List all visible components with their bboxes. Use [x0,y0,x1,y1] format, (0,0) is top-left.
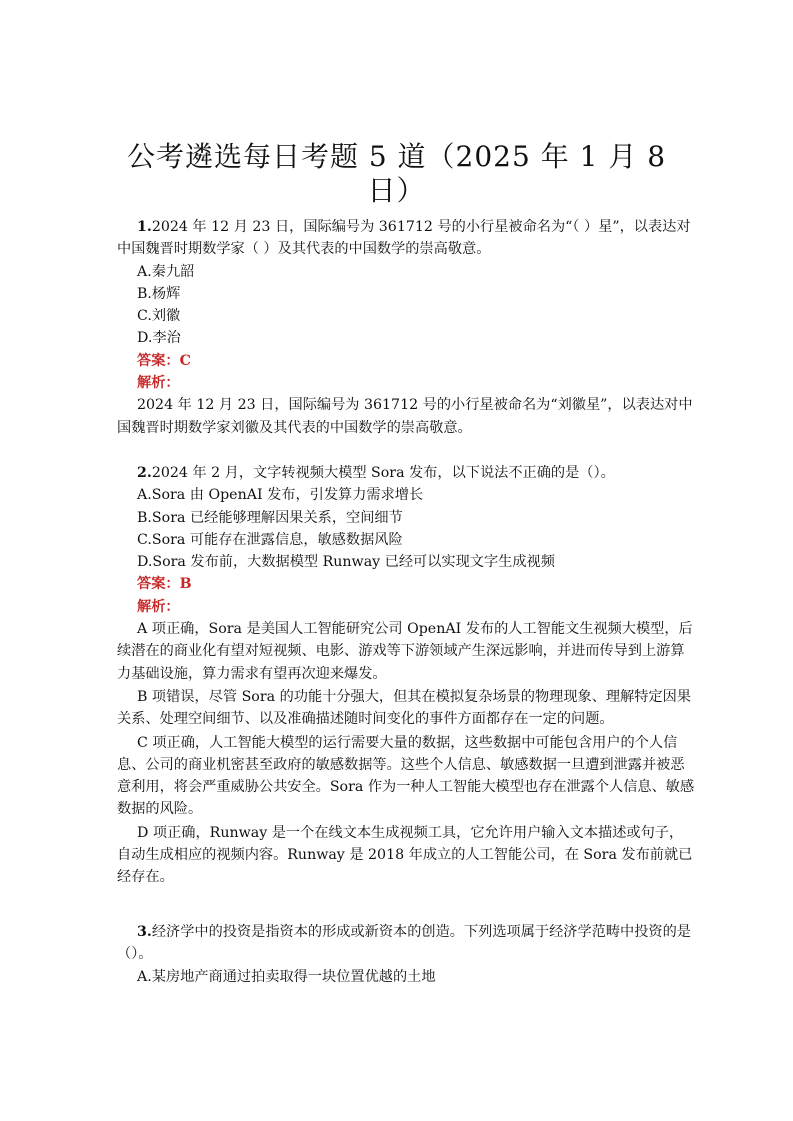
question-number: 2. [137,465,152,481]
analysis-paragraph: 2024 年 12 月 23 日，国际编号为 361712 号的小行星被命名为“刘徽星”，以表达对中国魏晋时期数学家刘徽及其代表的中国数学的崇高敬意。 [117,397,693,436]
question-3 [117,921,697,988]
analysis-paragraph: B 项错误，尽管 Sora 的功能十分强大，但其在模拟复杂场景的物理现象、理解特定因果关系、处理空间细节、以及准确描述随时间变化的事件方面都存在一定的问题。 [117,688,692,728]
question-number: 3. [137,924,152,940]
analysis-paragraph: A 项正确，Sora 是美国人工智能研究公司 OpenAI 发布的人工智能文生视频大模型，后续潜在的商业化有望对短视频、电影、游戏等下游领域产生深远影响，并进而传导到上游算力基础设施，算力需求有望再次迎来爆发。 [117,621,693,682]
option-b: B.Sora 已经能够理解因果关系，空间细节 [137,509,403,526]
question-1 [117,216,697,439]
question-stem [117,216,697,261]
option-d: D.Sora 发布前，大数据模型 Runway 已经可以实现文字生成视频 [137,554,555,571]
question-stem [117,921,697,966]
option-c: C.Sora 可能存在泄露信息，敏感数据风险 [137,531,403,548]
option-a: A.Sora 由 OpenAI 发布，引发算力需求增长 [137,487,424,504]
answer-label: 答案：C [137,352,191,369]
analysis-label: 解析： [137,375,180,392]
question-text: 2024 年 12 月 23 日，国际编号为 361712 号的小行星被命名为“（ ）星”，以表达对中国魏晋时期数学家（ ）及其代表的中国数学的崇高敬意。 [117,219,691,258]
analysis-paragraph: C 项正确，人工智能大模型的运行需要大量的数据，这些数据中可能包含用户的个人信息、公司的商业机密甚至政府的敏感数据等。这些个人信息、敏感数据一旦遭到泄露并被恶意利用，将会严重威胁公共安全。Sora 作为一种人工智能大模型也存在泄露个人信息、敏感数据的风险。 [117,734,695,818]
option-b: B.杨辉 [137,285,181,302]
question-2 [117,462,697,889]
option-d: D.李治 [137,330,181,347]
question-stem [117,462,697,484]
page-title: 公考遴选每日考题 5 道（2025 年 1 月 8 日） [126,140,667,207]
analysis-label: 解析： [137,598,180,615]
option-a: A.秦九韶 [137,263,195,280]
option-a: A.某房地产商通过拍卖取得一块位置优越的土地 [137,968,436,985]
option-c: C.刘徽 [137,308,181,325]
analysis-paragraph: D 项正确，Runway 是一个在线文本生成视频工具，它允许用户输入文本描述或句子，自动生成相应的视频内容。Runway 是 2018 年成立的人工智能公司，在 Sora 发布前就已经存在。 [117,824,693,886]
question-text: 2024 年 2 月，文字转视频大模型 Sora 发布，以下说法不正确的是（）。 [151,465,615,481]
question-number: 1. [137,219,152,235]
question-text: 经济学中的投资是指资本的形成或新资本的创造。下列选项属于经济学范畴中投资的是（）。 [117,924,691,963]
answer-label: 答案：B [137,576,192,593]
